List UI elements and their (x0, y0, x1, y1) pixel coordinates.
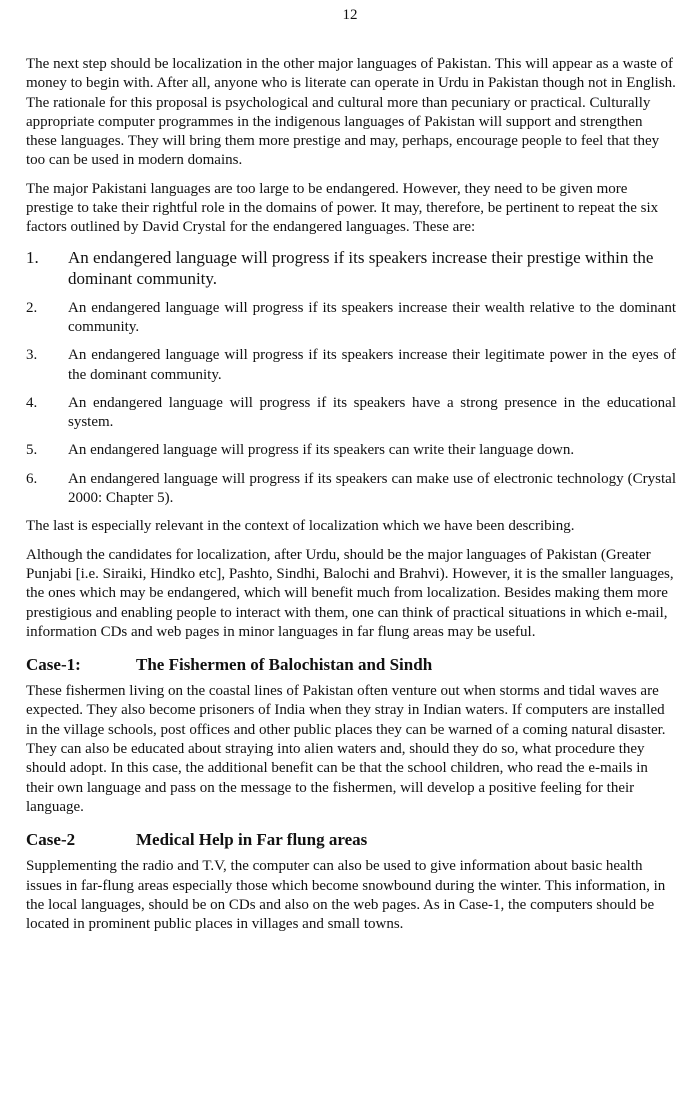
list-item-text: An endangered language will progress if its speakers increase their legitimate power in the eyes of the dominant community. (68, 347, 676, 383)
list-item-text: An endangered language will progress if its speakers can make use of electronic technology (Crystal 2000: Chapter 5). (68, 470, 676, 507)
list-item (26, 441, 676, 460)
document-body (26, 55, 676, 943)
case2-label: Case-2 (26, 830, 76, 850)
paragraph-candidates: Although the candidates for localization, after Urdu, should be the major languages of Pakistan (Greater Punjabi [i.e. Siraiki, Hindko etc], Pashto, Sindhi, Balochi and Brahvi). However, it is the smaller languages, the ones which may be endangered, which will benefit much from localization. Besides making them more prestigious and enabling people to interact with them, one can think of practical situations in which e-mail, information CDs and web pages in minor languages in far flung areas may be useful. (26, 546, 674, 640)
list-item (26, 470, 676, 509)
case1-heading (26, 654, 676, 676)
list-item-text: An endangered language will progress if its speakers increase their wealth relative to the dominant community. (68, 299, 676, 335)
case1-title: The Fishermen of Balochistan and Sindh (136, 655, 433, 675)
page-number: 12 (342, 7, 358, 23)
case1-body: These fishermen living on the coastal lines of Pakistan often venture out when storms and tidal waves are expected. They also become prisoners of India when they stray in Indian waters. If computers are installed in the village schools, post offices and other public places they can be warned of a coming natural disaster. They can also be educated about straying into alien waters and, should they do so, what procedure they should adopt. In this case, the additional benefit can be that the school children, who read the e-mails in their own language and pass on the message to the fishermen, will develop a positive feeling for their language. (26, 683, 666, 815)
crystal-factors-list (26, 247, 676, 509)
case2-heading (26, 829, 676, 851)
paragraph-major-languages: The major Pakistani languages are too large to be endangered. However, they need to be given more prestige to take their rightful role in the domains of power. It may, therefore, be pertinent to repeat the six factors outlined by David Crystal for the endangered languages. These are: (26, 180, 659, 236)
paragraph-localization: The next step should be localization in the other major languages of Pakistan. This will appear as a waste of money to begin with. After all, anyone who is literate can operate in Urdu in Pakistan though not in English. The rationale for this proposal is psychological and cultural more than pecuniary or practical. Culturally appropriate computer programmes in the indigenous languages of Pakistan will support and strengthen these languages. They will bring them more prestige and may, perhaps, encourage people to feel that they too can be used in modern domains. (26, 56, 676, 169)
case2-title: Medical Help in Far flung areas (136, 830, 368, 850)
list-item-number: 4. (26, 394, 38, 411)
list-item-number: 3. (26, 347, 38, 364)
case1-label: Case-1: (26, 655, 81, 675)
list-item-number: 6. (26, 470, 38, 487)
list-item-text: An endangered language will progress if its speakers can write their language down. (68, 442, 575, 459)
case2-body: Supplementing the radio and T.V, the computer can also be used to give information about basic health issues in far-flung areas especially those which become snowbound during the winter. This information, in the local languages, should be on CDs and also on the web pages. As in Case-1, the computers should be located in prominent public places in villages and small towns. (26, 858, 666, 933)
list-item-text: An endangered language will progress if its speakers increase their prestige within the dominant community. (68, 247, 654, 288)
list-item (26, 346, 676, 385)
list-item (26, 299, 676, 338)
list-item (26, 247, 676, 289)
paragraph-last-relevant: The last is especially relevant in the context of localization which we have been describing. (26, 518, 575, 535)
list-item-number: 1. (26, 247, 39, 267)
list-item-number: 5. (26, 442, 38, 459)
list-item-number: 2. (26, 299, 38, 316)
list-item-text: An endangered language will progress if its speakers have a strong presence in the educational system. (68, 394, 676, 431)
list-item (26, 394, 676, 433)
